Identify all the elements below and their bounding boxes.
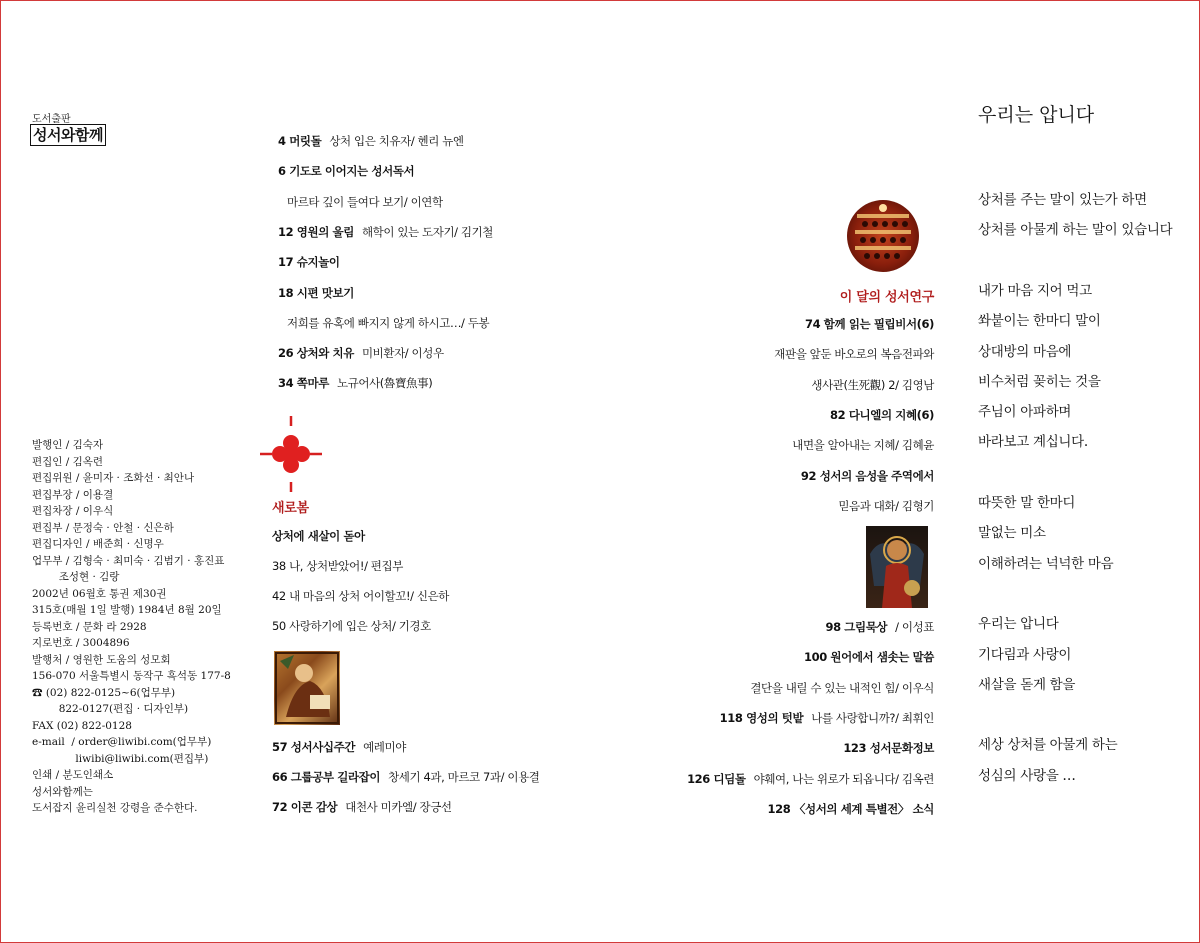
- toc-entry[interactable]: [278, 224, 493, 240]
- toc-entry-subtitle: 해학이 있는 도자기/ 김기철: [361, 224, 494, 239]
- toc-entry-title: 72 이콘 감상: [272, 800, 338, 814]
- colophon-line: 조성현 · 김랑: [32, 571, 120, 583]
- toc-entry-subtitle: 상처 입은 치유자/ 헨리 뉴엔: [329, 134, 464, 148]
- colophon-line: 업무부 / 김형숙 · 최미숙 · 김범기 · 홍진표: [32, 554, 225, 567]
- toc-entry-title: 126 디딤돌: [687, 771, 746, 786]
- toc-entry[interactable]: [811, 377, 934, 393]
- toc-entry-title: 92 성서의 음성을 주역에서: [800, 468, 934, 483]
- toc-entry-title: 100 원어에서 샘솟는 말씀: [804, 650, 934, 665]
- poem-line: 비수처럼 꽂히는 것을: [978, 373, 1101, 390]
- toc-entry-subtitle: 50 사랑하기에 입은 상처/ 기경호: [272, 619, 431, 633]
- toc-entry[interactable]: [805, 316, 934, 332]
- toc-entry[interactable]: [272, 739, 406, 755]
- toc-entry[interactable]: [720, 710, 934, 726]
- toc-entry-subtitle: 미비환자/ 이성우: [361, 346, 444, 361]
- poem-line: 이해하려는 넉넉한 마음: [978, 555, 1114, 572]
- toc-entry-subtitle: 저희를 유혹에 빠지지 않게 하시고…/ 두봉: [287, 315, 490, 330]
- toc-entry-title: 4 머릿돌: [278, 134, 322, 148]
- toc-entry-subtitle: 내면을 알아내는 지혜/ 김혜윤: [792, 438, 934, 453]
- toc-entry[interactable]: [278, 285, 354, 301]
- poem-line: 새살을 돋게 함을: [978, 676, 1076, 693]
- colophon-line: FAX (02) 822-0128: [32, 719, 132, 732]
- colophon-line: 편집인 / 김옥련: [32, 455, 104, 468]
- poem-line: 상처를 아물게 하는 말이 있습니다: [978, 222, 1173, 239]
- colophon-line: e-mail / order@liwibi.com(업무부): [32, 736, 212, 748]
- poem-line: 상처를 주는 말이 있는가 하면: [978, 192, 1147, 208]
- toc-entry[interactable]: [830, 407, 934, 423]
- toc-entry[interactable]: [278, 133, 464, 149]
- toc-entry-subtitle: 대천사 미카엘/ 장긍선: [345, 800, 452, 814]
- poem-line: 말없는 미소: [978, 525, 1046, 542]
- toc-entry[interactable]: [838, 498, 934, 514]
- toc-entry[interactable]: [774, 346, 934, 362]
- toc-entry-subtitle: 창세기 4과, 마르코 7과/ 이용결: [388, 770, 540, 784]
- toc-entry-subtitle: 야훼여, 나는 위로가 되옵니다/ 김옥련: [753, 771, 934, 786]
- toc-entry[interactable]: [287, 315, 489, 331]
- toc-entry[interactable]: [750, 680, 934, 696]
- poem-line: 성심의 사랑을 …: [978, 767, 1076, 784]
- colophon-line: 편집디자인 / 배준희 · 신명우: [32, 538, 164, 550]
- toc-entry-title: 57 성서사십주간: [272, 740, 356, 754]
- toc-entry[interactable]: [767, 801, 934, 817]
- red-flower-ornament: [258, 414, 324, 494]
- toc-entry-subtitle: 믿음과 대화/ 김형기: [838, 498, 934, 513]
- toc-entry-title: 123 성서문화정보: [843, 741, 934, 756]
- poem-line: 쏴붙이는 한마디 말이: [978, 313, 1101, 330]
- toc-entry[interactable]: [278, 375, 432, 391]
- toc-entry[interactable]: [272, 769, 539, 785]
- toc-entry-title: 상처에 새살이 돋아: [272, 529, 365, 543]
- toc-entry-subtitle: 예레미야: [363, 740, 406, 754]
- toc-entry-subtitle: 42 내 마음의 상처 어이할꼬!/ 신은하: [272, 589, 450, 603]
- manuscript-image: [274, 651, 340, 725]
- toc-entry-subtitle: / 이성표: [895, 620, 934, 634]
- toc-entry[interactable]: [801, 468, 934, 484]
- toc-entry-subtitle: 나를 사랑합니까?/ 최휘인: [811, 710, 934, 725]
- publisher-kind: 도서출판: [32, 114, 71, 125]
- toc-entry[interactable]: [843, 740, 934, 756]
- toc-entry[interactable]: [278, 163, 414, 179]
- poem-line: 바라보고 계십니다.: [978, 434, 1088, 451]
- colophon-line: 발행처 / 영원한 도움의 성모회: [32, 653, 171, 666]
- toc-entry[interactable]: [272, 588, 449, 604]
- toc-entry-title: 12 영원의 울림: [278, 224, 354, 239]
- toc-entry-title: 118 영성의 텃밭: [719, 710, 804, 725]
- toc-entry-title: 98 그림묵상: [825, 620, 888, 634]
- section-title-bible-study: 이 달의 성서연구: [839, 290, 934, 305]
- toc-entry-title: 66 그룹공부 길라잡이: [272, 770, 381, 784]
- toc-entry[interactable]: [278, 345, 444, 361]
- colophon-line: 등록번호 / 문화 라 2928: [32, 620, 147, 633]
- toc-entry[interactable]: [804, 649, 934, 665]
- colophon-line: 지로번호 / 3004896: [32, 637, 130, 649]
- toc-entry-subtitle: 노규어사(魯寶魚事): [336, 376, 433, 391]
- colophon-line: 도서잡지 윤리실천 강령을 준수한다.: [32, 802, 198, 814]
- toc-entry-subtitle: 마르타 깊이 들여다 보기/ 이연학: [287, 194, 443, 209]
- colophon-line: 2002년 06월호 통권 제30권: [32, 587, 167, 600]
- colophon-line: liwibi@liwibi.com(편집부): [32, 752, 209, 765]
- toc-entry-subtitle: 결단을 내릴 수 있는 내적인 힘/ 이우식: [750, 680, 934, 695]
- magazine-logo: 성서와함께: [30, 124, 106, 146]
- section-title-saerobom: 새로봄: [272, 501, 309, 516]
- colophon-line: 발행인 / 김숙자: [32, 439, 104, 451]
- poem-title: 우리는 압니다: [978, 104, 1095, 126]
- colophon-line: 인쇄 / 분도인쇄소: [32, 769, 114, 781]
- toc-entry[interactable]: [272, 618, 431, 634]
- toc-entry-subtitle: 재판을 앞둔 바오로의 복음전파와: [774, 347, 934, 362]
- poem-line: 따뜻한 말 한마디: [978, 495, 1076, 511]
- colophon-line: 편집부 / 문정숙 · 안철 · 신은하: [32, 521, 174, 534]
- colophon-line: 성서와함께는: [32, 785, 93, 798]
- toc-entry-title: 6 기도로 이어지는 성서독서: [278, 164, 415, 179]
- poem-line: 내가 마음 지어 먹고: [978, 282, 1092, 299]
- toc-entry-title: 128 〈성서의 세계 특별전〉 소식: [767, 801, 934, 816]
- archangel-icon-image: [866, 526, 928, 608]
- toc-entry-title: 82 다니엘의 지혜(6): [830, 407, 934, 422]
- colophon-line: 편집위원 / 윤미자 · 조화선 · 최안나: [32, 472, 195, 484]
- colophon-line: 156-070 서울특별시 동작구 흑석동 177-8: [32, 670, 231, 682]
- poem-line: 우리는 압니다: [978, 616, 1059, 633]
- colophon: [32, 437, 247, 817]
- toc-entry-title: 17 슈지놀이: [278, 255, 340, 270]
- colophon-line: ☎ (02) 822-0125~6(업무부): [32, 686, 176, 699]
- toc-entry-title: 74 함께 읽는 필립비서(6): [805, 317, 934, 331]
- toc-entry[interactable]: [687, 771, 934, 787]
- colophon-line: 822-0127(편집 · 디자인부): [32, 703, 189, 715]
- colophon-line: 315호(매월 1일 발행) 1984년 8월 20일: [32, 604, 222, 616]
- toc-entry[interactable]: [272, 528, 365, 544]
- toc-entry-subtitle: 38 나, 상처받았어!/ 편집부: [272, 559, 403, 573]
- toc-entry[interactable]: [825, 619, 934, 635]
- toc-entry[interactable]: [287, 194, 443, 210]
- icon-painting-round: [847, 200, 919, 272]
- toc-entry-title: 34 쪽마루: [278, 376, 329, 391]
- poem-line: 상대방의 마음에: [978, 343, 1072, 360]
- poem-line: 주님이 아파하며: [978, 404, 1072, 421]
- toc-entry-title: 26 상처와 치유: [278, 346, 354, 361]
- colophon-line: 편집부장 / 이용결: [32, 488, 114, 501]
- toc-entry-title: 18 시편 맛보기: [278, 285, 354, 300]
- poem-line: 세상 상처를 아물게 하는: [978, 737, 1118, 754]
- poem-line: 기다림과 사랑이: [978, 646, 1072, 663]
- toc-entry-subtitle: 생사관(生死觀) 2/ 김영남: [811, 377, 934, 392]
- toc-entry[interactable]: [272, 558, 403, 574]
- toc-entry[interactable]: [278, 254, 340, 270]
- toc-entry[interactable]: [272, 799, 452, 815]
- toc-entry[interactable]: [792, 437, 934, 453]
- colophon-line: 편집차장 / 이우식: [32, 505, 114, 517]
